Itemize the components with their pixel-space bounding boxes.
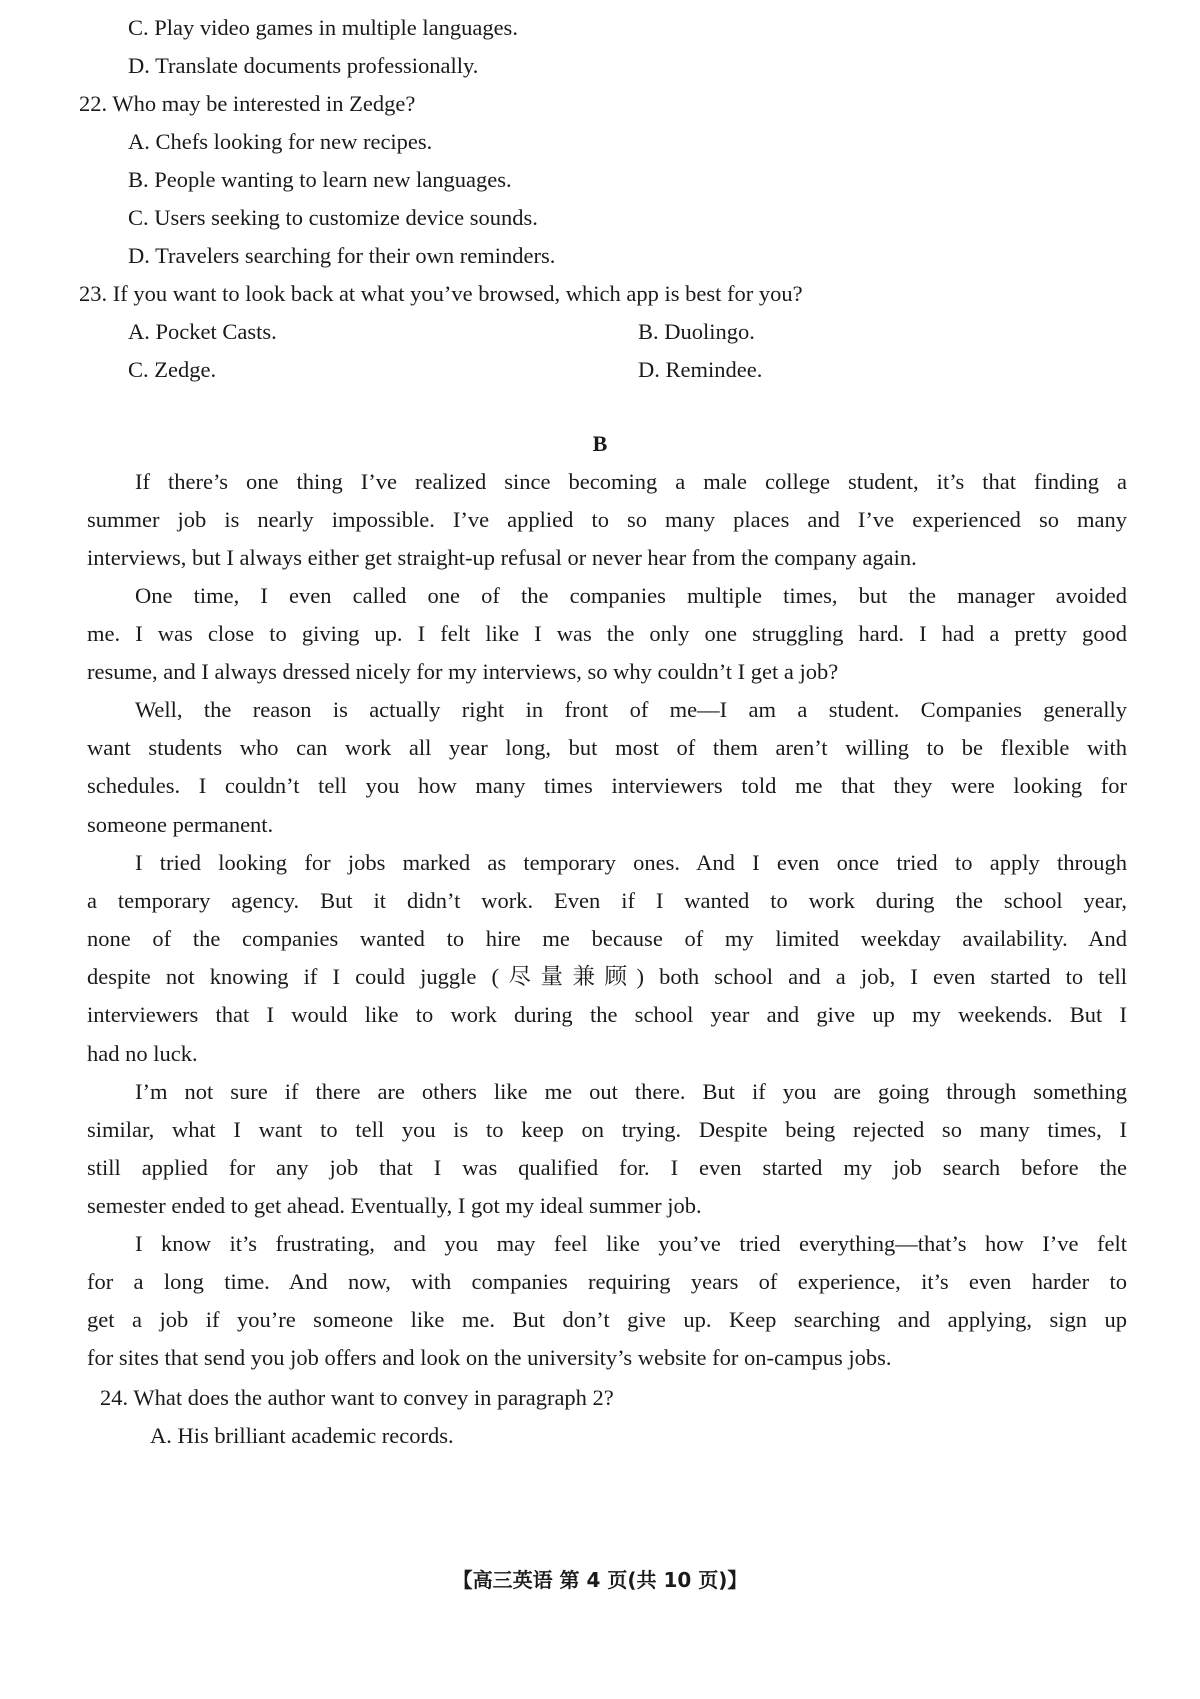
paragraph-4-line: I tried looking for jobs marked as temporary ones. And I even once tried to apply through <box>135 850 1127 875</box>
page-footer: 【高三英语 第 4 页(共 10 页)】 <box>452 1568 748 1592</box>
q23-option-d: D. Remindee. <box>638 357 763 382</box>
paragraph-3-line: someone permanent. <box>87 812 274 837</box>
paragraph-3-line: schedules. I couldn’t tell you how many times interviewers told me that they were looking for <box>87 773 1127 798</box>
paragraph-4-line: had no luck. <box>87 1041 198 1066</box>
q22-option-a: A. Chefs looking for new recipes. <box>128 129 433 154</box>
paragraph-4-line: a temporary agency. But it didn’t work. Even if I wanted to work during the school year, <box>87 888 1127 913</box>
q22-option-c: C. Users seeking to customize device sounds. <box>128 205 538 230</box>
q24-option-a: A. His brilliant academic records. <box>150 1423 454 1448</box>
q23-option-b: B. Duolingo. <box>638 319 755 344</box>
paragraph-1-line: summer job is nearly impossible. I’ve applied to so many places and I’ve experienced so many <box>87 507 1127 532</box>
paragraph-5-line: still applied for any job that I was qualified for. I even started my job search before the <box>87 1155 1127 1180</box>
paragraph-2-line: me. I was close to giving up. I felt like I was the only one struggling hard. I had a pretty good <box>87 621 1127 646</box>
paragraph-5-line: similar, what I want to tell you is to keep on trying. Despite being rejected so many times, I <box>87 1117 1127 1142</box>
paragraph-2-line: One time, I even called one of the companies multiple times, but the manager avoided <box>135 583 1127 608</box>
paragraph-4-line: none of the companies wanted to hire me because of my limited weekday availability. And <box>87 926 1127 951</box>
paragraph-6-line: get a job if you’re someone like me. But don’t give up. Keep searching and applying, sign up <box>87 1307 1127 1332</box>
section-title: B <box>592 431 608 456</box>
paragraph-2-line: resume, and I always dressed nicely for my interviews, so why couldn’t I get a job? <box>87 659 839 684</box>
paragraph-6-line: for sites that send you job offers and look on the university’s website for on-campus jobs. <box>87 1345 892 1370</box>
paragraph-1-line: interviews, but I always either get straight-up refusal or never hear from the company again. <box>87 545 917 570</box>
q23-stem: 23. If you want to look back at what you’ve browsed, which app is best for you? <box>79 281 803 306</box>
q22-stem: 22. Who may be interested in Zedge? <box>79 91 416 116</box>
q22-option-b: B. People wanting to learn new languages. <box>128 167 512 192</box>
paragraph-5-line: I’m not sure if there are others like me out there. But if you are going through something <box>135 1079 1127 1104</box>
paragraph-6-line: I know it’s frustrating, and you may feel like you’ve tried everything—that’s how I’ve felt <box>135 1231 1127 1256</box>
q21-option-c: C. Play video games in multiple languages. <box>128 15 518 40</box>
paragraph-6-line: for a long time. And now, with companies requiring years of experience, it’s even harder to <box>87 1269 1127 1294</box>
paragraph-1-line: If there’s one thing I’ve realized since becoming a male college student, it’s that finding a <box>135 469 1127 494</box>
paragraph-3-line: want students who can work all year long, but most of them aren’t willing to be flexible with <box>87 735 1127 760</box>
paragraph-4-line: interviewers that I would like to work during the school year and give up my weekends. But I <box>87 1002 1127 1027</box>
q21-option-d: D. Translate documents professionally. <box>128 53 479 78</box>
q24-stem: 24. What does the author want to convey in paragraph 2? <box>100 1385 614 1410</box>
paragraph-4-line: despite not knowing if I could juggle (尽量兼顾) both school and a job, I even started to tell <box>87 964 1127 989</box>
paragraph-5-line: semester ended to get ahead. Eventually, I got my ideal summer job. <box>87 1193 702 1218</box>
q23-option-c: C. Zedge. <box>128 357 217 382</box>
q23-option-a: A. Pocket Casts. <box>128 319 277 344</box>
paragraph-3-line: Well, the reason is actually right in front of me—I am a student. Companies generally <box>135 697 1127 722</box>
q22-option-d: D. Travelers searching for their own reminders. <box>128 243 556 268</box>
